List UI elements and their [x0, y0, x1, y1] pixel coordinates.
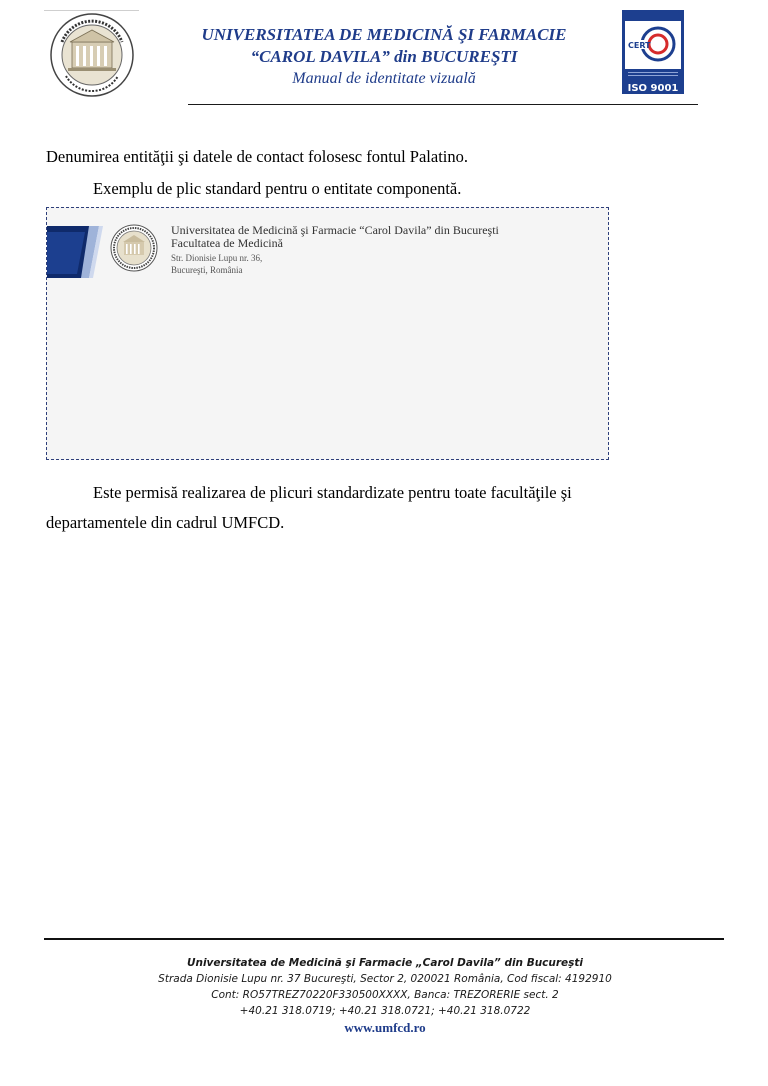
envelope-address-line2: Bucureşti, România	[171, 265, 243, 275]
envelope-brand-band	[47, 226, 105, 278]
iso-label: ISO 9001	[627, 83, 679, 94]
paragraph-departments: departamentele din cadrul UMFCD.	[46, 513, 285, 532]
paragraph-envelope-example: Exemplu de plic standard pentru o entitate componentă.	[93, 179, 462, 198]
header-divider	[188, 104, 698, 105]
footer-bank-account: Cont: RO57TREZ70220F330500XXXX, Banca: TREZORERIE sect. 2	[211, 989, 559, 1001]
university-name-line1: UNIVERSITATEA DE MEDICINĂ ŞI FARMACIE	[201, 25, 567, 44]
envelope-seal-logo	[110, 224, 158, 272]
university-name-line2: “CAROL DAVILA” din BUCUREŞTI	[250, 47, 518, 66]
footer-website-link[interactable]: www.umfcd.ro	[344, 1020, 426, 1035]
envelope-address-line1: Str. Dionisie Lupu nr. 36,	[171, 253, 263, 263]
header-top-line	[44, 10, 139, 11]
footer-divider	[44, 938, 724, 940]
envelope-sender-block	[171, 224, 499, 276]
envelope-faculty-name: Facultatea de Medicină	[171, 236, 283, 250]
university-seal-logo	[44, 12, 140, 98]
footer-university-name: Universitatea de Medicină şi Farmacie „Carol Davila” din Bucureşti	[186, 957, 584, 969]
svg-text:CERT: CERT	[628, 41, 651, 50]
iso-certification-logo	[622, 10, 684, 94]
footer-address: Strada Dionisie Lupu nr. 37 Bucureşti, Sector 2, 020021 România, Cod fiscal: 4192910	[158, 973, 612, 985]
envelope-university-name: Universitatea de Medicină şi Farmacie “Carol Davila” din Bucureşti	[171, 223, 499, 237]
envelope-example	[46, 207, 609, 460]
footer-phone-numbers: +40.21 318.0719; +40.21 318.0721; +40.21 318.0722	[239, 1005, 531, 1017]
header-title	[150, 24, 618, 90]
paragraph-font-note: Denumirea entităţii şi datele de contact folosesc fontul Palatino.	[46, 147, 468, 166]
paragraph-standard-envelopes: Este permisă realizarea de plicuri standardizate pentru toate facultăţile şi	[93, 483, 572, 502]
manual-title: Manual de identitate vizuală	[292, 70, 476, 87]
